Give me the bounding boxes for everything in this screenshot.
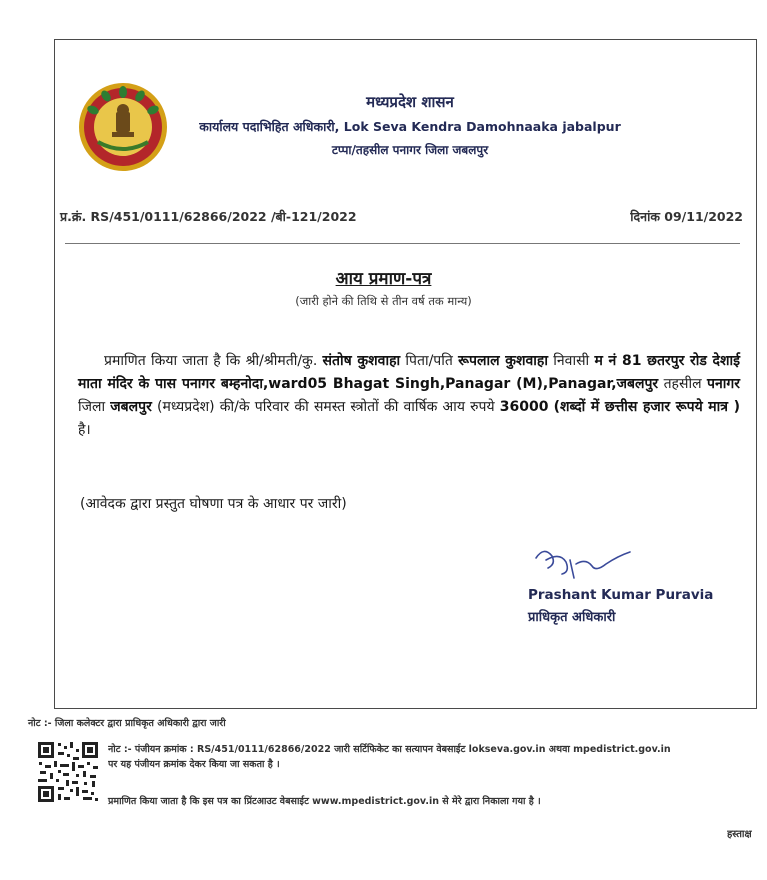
verification-note-line: पर यह पंजीयन क्रमांक देकर किया जा सकता है ।	[108, 759, 280, 770]
applicant-name: संतोष कुशवाहा	[322, 353, 401, 369]
government-name: मध्यप्रदेश शासन	[366, 93, 454, 111]
body-text: जिला	[78, 399, 111, 415]
printout-note: प्रमाणित किया जाता है कि इस पत्र का प्रिंटआउट वेबसाईट www.mpedistrict.gov.in से मेरे द्वारा निकाला गया है ।	[108, 796, 541, 807]
body-text: पिता/पति	[400, 353, 459, 369]
income-amount: 36000	[499, 399, 549, 415]
issuance-basis: (आवेदक द्वारा प्रस्तुत घोषणा पत्र के आधार पर जारी)	[80, 496, 347, 512]
office-name: कार्यालय पदाभिहित अधिकारी, Lok Seva Kendra Damohnaaka jabalpur	[199, 119, 621, 134]
tehsil-district: टप्पा/तहसील पनागर जिला जबलपुर	[331, 143, 489, 157]
verification-note	[108, 742, 763, 772]
validity-note: (जारी होने की तिथि से तीन वर्ष तक मान्य)	[295, 294, 472, 308]
signatory-name: Prashant Kumar Puravia	[528, 587, 714, 603]
signature-label: हस्ताक्ष	[727, 829, 752, 840]
district-value: जबलपुर	[110, 399, 152, 415]
tehsil-value: पनागर	[707, 376, 740, 392]
signatory-designation: प्राधिकृत अधिकारी	[528, 610, 616, 625]
reference-number: प्र.क्रं. RS/451/0111/62866/2022 /बी-121/2022	[60, 209, 357, 224]
handwritten-signature	[526, 538, 636, 586]
body-text: (मध्यप्रदेश) की/के परिवार की समस्त स्त्रोतों की वार्षिक आय रुपये	[151, 399, 500, 415]
certificate-title: आय प्रमाण-पत्र	[335, 269, 432, 289]
body-text: प्रमाणित किया जाता है कि श्री/श्रीमती/कु.	[104, 353, 323, 369]
qr-code-icon	[36, 740, 100, 804]
body-text: निवासी	[548, 353, 595, 369]
residence-address: म नं 81 छतरपुर रोड देशाई माता मंदिर के पास पनागर बम्हनोदा,ward05 Bhagat Singh,Panagar (M),Panagar,जबलपुर	[78, 353, 741, 392]
header-divider	[65, 243, 740, 244]
income-amount-words: (शब्दों में छत्तीस हजार रूपये मात्र )	[553, 399, 740, 415]
issue-date: दिनांक 09/11/2022	[630, 209, 743, 224]
verification-note-line: नोट :- पंजीयन क्रमांक : RS/451/0111/62866/2022 जारी सर्टिफिकेट का सत्यापन वेबसाईट lokseva.gov.in अथवा mpedistrict.gov.in	[108, 744, 671, 755]
body-text: तहसील	[658, 376, 708, 392]
mp-government-seal-icon	[78, 82, 168, 172]
certificate-body	[78, 350, 740, 442]
issuing-office-header	[180, 92, 640, 158]
body-text: है।	[78, 422, 91, 438]
collector-note: नोट :- जिला कलेक्टर द्वारा प्राधिकृत अधिकारी द्वारा जारी	[28, 718, 226, 729]
father-name: रूपलाल कुशवाहा	[458, 353, 548, 369]
